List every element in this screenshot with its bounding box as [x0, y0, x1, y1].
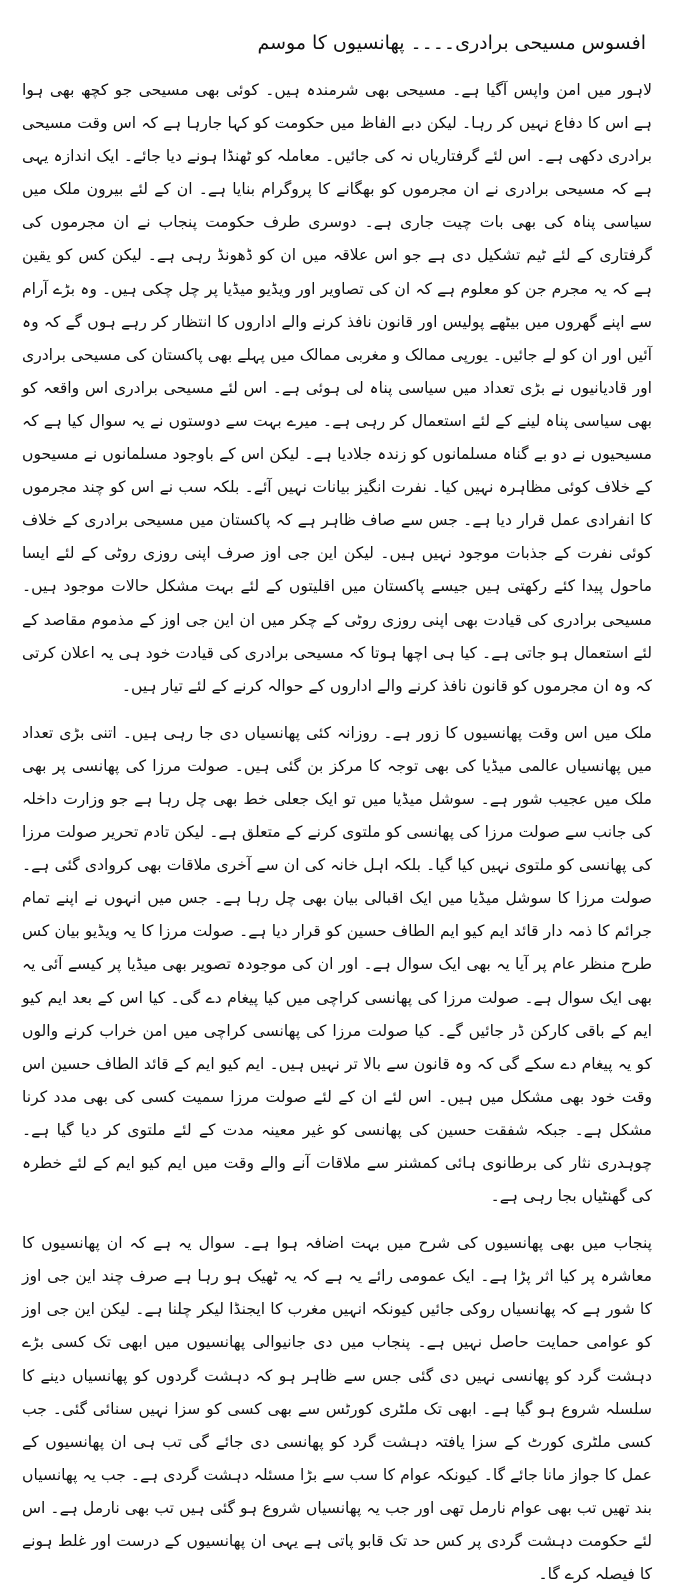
article-paragraph-2: ملک میں اس وقت پھانسیوں کا زور ہے۔ روزانہ کئی پھانسیاں دی جا رہی ہیں۔ اتنی بڑی تعداد میں پھانسیاں عالمی میڈیا کی بھی توجہ کا مرکز بن گئی ہیں۔ صولت مرزا کی پھانسی پر بھی ملک میں عجیب شور ہے۔ سوشل میڈیا میں تو ایک جعلی خط بھی چل رہا ہے جو وزارت داخلہ کی جانب سے صولت مرزا کی پھانسی کو ملتوی کرنے کے متعلق ہے۔ لیکن تادم تحریر صولت مرزا کی پھانسی کو ملتوی نہیں کیا گیا۔ بلکہ اہل خانہ کی ان سے آخری ملاقات بھی کروادی گئی ہے۔ صولت مرزا کا سوشل میڈیا میں ایک اقبالی بیان بھی چل رہا ہے۔ جس میں انہوں نے اپنے تمام جرائم کا ذمہ دار قائد ایم کیو ایم الطاف حسین کو قرار دیا ہے۔ صولت مرزا کا یہ ویڈیو بیان کس طرح منظر عام پر آیا یہ بھی ایک سوال ہے۔ اور ان کی موجودہ تصویر بھی میڈیا پر کیسے آئی یہ بھی ایک سوال ہے۔ صولت مرزا کی پھانسی کراچی میں کیا پیغام دے گی۔ کیا اس کے بعد ایم کیو ایم کے باقی کارکن ڈر جائیں گے۔ کیا صولت مرزا کی پھانسی کراچی میں امن خراب کرنے والوں کو یہ پیغام دے سکے گی کہ وہ قانون سے بالا تر نہیں ہیں۔ ایم کیو ایم کے قائد الطاف حسین اس وقت خود بھی مشکل میں ہیں۔ اس لئے ان کے لئے صولت مرزا سمیت کسی کی بھی مدد کرنا مشکل ہے۔ جبکہ شفقت حسین کی پھانسی کو غیر معینہ مدت کے لئے ملتوی کر دیا گیا ہے۔ چوہدری نثار کی برطانوی ہائی کمشنر سے ملاقات آنے والے وقت میں ایم کیو ایم کے لئے خطرہ کی گھنٹیاں بجا رہی ہے۔ [22, 723, 652, 1206]
article-paragraph-1: لاہور میں امن واپس آگیا ہے۔ مسیحی بھی شرمندہ ہیں۔ کوئی بھی مسیحی جو کچھ بھی ہوا ہے اس کا دفاع نہیں کر رہا۔ لیکن دبے الفاظ میں حکومت کو کہا جارہا ہے کہ اس وقت مسیحی برادری دکھی ہے۔ اس لئے گرفتاریاں نہ کی جائیں۔ معاملہ کو ٹھنڈا ہونے دیا جائے۔ ایک اندازہ یہی ہے کہ مسیحی برادری نے ان مجرموں کو بھگانے کا پروگرام بنایا ہے۔ ان کے لئے بیرون ملک میں سیاسی پناہ کی بھی بات چیت جاری ہے۔ دوسری طرف حکومت پنجاب نے ان مجرموں کی گرفتاری کے لئے ٹیم تشکیل دی ہے جو اس علاقہ میں ان کو ڈھونڈ رہی ہے۔ لیکن کس کو یقین ہے کہ یہ مجرم جن کو معلوم ہے کہ ان کی تصاویر اور ویڈیو میڈیا پر چل چکی ہیں۔ وہ بڑے آرام سے اپنے گھروں میں بیٹھے پولیس اور قانون نافذ کرنے والے اداروں کا انتظار کر رہے ہوں گے کہ وہ آئیں اور ان کو لے جائیں۔ یورپی ممالک و مغربی ممالک میں پہلے بھی پاکستان کی مسیحی برادری اور قادیانیوں نے بڑی تعداد میں سیاسی پناہ لی ہوئی ہے۔ اس لئے مسیحی برادری اس واقعہ کو بھی سیاسی پناہ لینے کے لئے استعمال کر رہی ہے۔ میرے بہت سے دوستوں نے یہ سوال کیا ہے کہ مسیحیوں نے دو بے گناہ مسلمانوں کو زندہ جلادیا ہے۔ لیکن اس کے باوجود مسلمانوں نے مسیحوں کے خلاف کوئی مظاہرہ نہیں کیا۔ نفرت انگیز بیانات نہیں آئے۔ بلکہ سب نے اس کو چند مجرموں کا انفرادی عمل قرار دیا ہے۔ جس سے صاف ظاہر ہے کہ پاکستان میں مسیحی برادری کے خلاف کوئی نفرت کے جذبات موجود نہیں ہیں۔ لیکن این جی اوز صرف اپنی روزی روٹی کے لئے ایسا ماحول پیدا کئے رکھتی ہیں جیسے پاکستان میں اقلیتوں کے لئے بہت مشکل حالات موجود ہیں۔ مسیحی برادری کی قیادت بھی اپنی روزی روٹی کے چکر میں ان این جی اوز کے مذموم مقاصد کے لئے استعمال ہو جاتی ہے۔ کیا ہی اچھا ہوتا کہ مسیحی برادری کی قیادت خود ہی یہ اعلان کرتی کہ وہ ان مجرموں کو قانون نافذ کرنے والے اداروں کے حوالہ کرنے کے لئے تیار ہیں۔ [22, 81, 652, 695]
article-paragraph-3: پنجاب میں بھی پھانسیوں کی شرح میں بہت اضافہ ہوا ہے۔ سوال یہ ہے کہ ان پھانسیوں کا معاشرہ پر کیا اثر پڑا ہے۔ ایک عمومی رائے یہ ہے کہ یہ ٹھیک ہو رہا ہے صرف چند این جی اوز کا شور ہے کہ پھانسیاں روکی جائیں کیونکہ انہیں مغرب کا ایجنڈا لیکر چلنا ہے۔ لیکن این جی اوز کو عوامی حمایت حاصل نہیں ہے۔ پنجاب میں دی جانیوالی پھانسیوں میں ابھی تک کسی بڑے دہشت گرد کو پھانسی نہیں دی گئی جس سے ظاہر ہو کہ دہشت گردوں کو پھانسیاں دینے کا سلسلہ شروع ہو گیا ہے۔ ابھی تک ملٹری کورٹس سے بھی کسی کو سزا نہیں سنائی گئی۔ جب کسی ملٹری کورٹ کے سزا یافتہ دہشت گرد کو پھانسی دی جائے گی تب ہی ان پھانسیوں کے عمل کا جواز مانا جائے گا۔ کیونکہ عوام کا سب سے بڑا مسئلہ دہشت گردی ہے۔ جب یہ پھانسیاں بند تھیں تب بھی عوام نارمل تھی اور جب یہ پھانسیاں شروع ہو گئی ہیں تب بھی نارمل ہے۔ اس لئے حکومت دہشت گردی پر کس حد تک قابو پاتی ہے یہی ان پھانسیوں کے درست اور غلط ہونے کا فیصلہ کرے گا۔ [22, 1234, 652, 1584]
article-headline: افسوس مسیحی برادری۔۔۔۔ پھانسیوں کا موسم [257, 32, 646, 54]
